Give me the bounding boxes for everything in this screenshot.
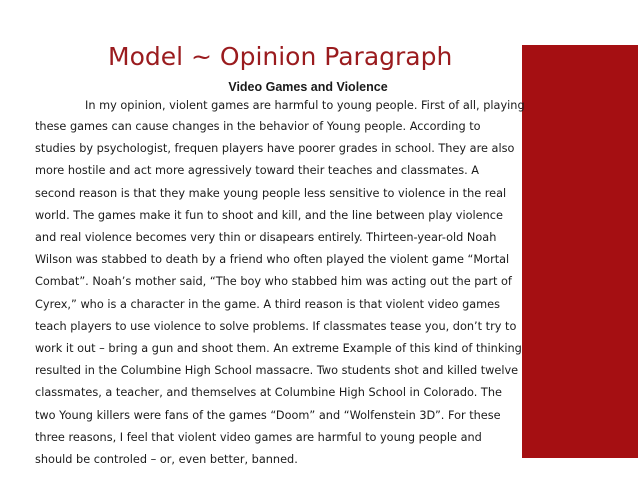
paragraph-line: world. The games make it fun to shoot and kill, and the line between play violence [35,208,503,222]
paragraph-line: more hostile and act more agressively toward their teaches and classmates. A [35,164,480,178]
paragraph-line: three reasons, I feel that violent video games are harmful to young people and [35,430,482,444]
paragraph-line: second reason is that they make young people less sensitive to violence in the real [35,186,507,200]
paragraph-subtitle: Video Games and Violence [228,80,388,94]
paragraph-line: and real violence becomes very thin or disapears entirely. Thirteen-year-old Noah [35,231,497,245]
paragraph-line: teach players to use violence to solve problems. If classmates tease you, don’t try to [35,319,517,333]
paragraph-line: Cyrex,” who is a character in the game. A third reason is that violent video games [35,297,501,311]
paragraph-line: studies by psychologist, frequen players have poorer grades in school. They are also [35,142,515,156]
paragraph-body [35,78,525,471]
paragraph-line: should be controled – or, even better, banned. [35,453,298,467]
paragraph-line: resulted in the Columbine High School massacre. Two students shot and killed twelve [35,364,519,378]
paragraph-line: two Young killers were fans of the games “Doom” and “Wolfenstein 3D”. For these [35,408,501,422]
paragraph-line: these games can cause changes in the behavior of Young people. According to [35,120,481,133]
slide-title: Model ~ Opinion Paragraph [108,42,453,71]
paragraph-line: Wilson was stabbed to death by a friend who often played the violent game “Mortal [35,253,510,267]
paragraph-line: work it out – bring a gun and shoot them. An extreme Example of this kind of thinking [35,342,522,356]
accent-bar [522,45,638,458]
paragraph-line: In my opinion, violent games are harmful to young people. First of all, playing [85,99,525,112]
paragraph-line: Combat”. Noah’s mother said, “The boy who stabbed him was acting out the part of [35,275,512,289]
paragraph-line: classmates, a teacher, and themselves at Columbine High School in Colorado. The [35,386,502,400]
